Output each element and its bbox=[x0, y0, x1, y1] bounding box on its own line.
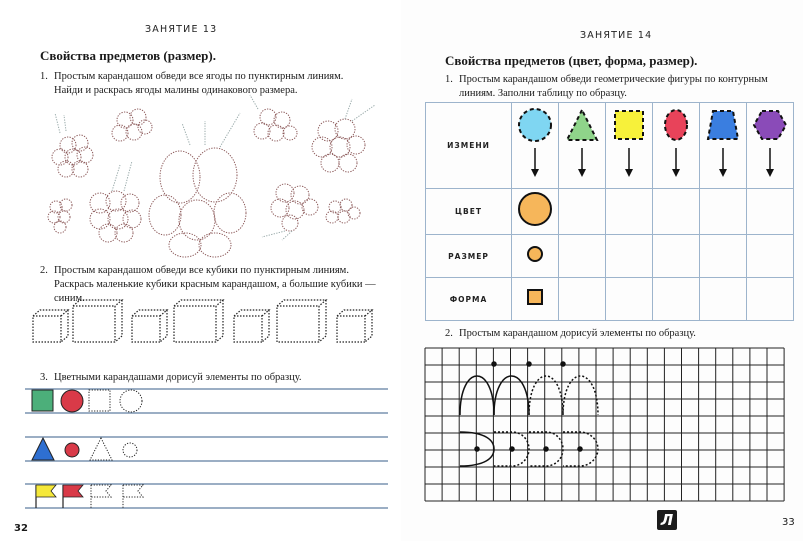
arches-pattern bbox=[460, 362, 598, 415]
task-text-cont: Раскрась маленькие кубики красным карандашом, а большие кубики — синим. bbox=[54, 279, 376, 304]
raspberry-small-4 bbox=[262, 184, 318, 240]
empty-cell[interactable] bbox=[747, 278, 794, 321]
empty-cell[interactable] bbox=[559, 189, 606, 235]
hexagon-shape-icon bbox=[747, 103, 793, 183]
section-heading: Свойства предметов (цвет, форма, размер). bbox=[445, 53, 698, 68]
cube-small bbox=[33, 310, 68, 342]
trapezoid-shape-icon bbox=[700, 103, 746, 183]
row-label: ИЗМЕНИ bbox=[426, 103, 512, 189]
drawing-grid[interactable] bbox=[425, 348, 785, 503]
raspberry-tiny-right bbox=[326, 199, 360, 223]
shape-cell-ellipse bbox=[653, 103, 700, 189]
dotted-circle bbox=[120, 390, 142, 412]
empty-cell[interactable] bbox=[747, 235, 794, 278]
shape-cell-trapezoid bbox=[700, 103, 747, 189]
example-cell bbox=[512, 235, 559, 278]
empty-cell[interactable] bbox=[700, 278, 747, 321]
orange-square bbox=[512, 282, 558, 312]
dotted-flag bbox=[123, 485, 143, 508]
pattern-rows bbox=[0, 385, 401, 505]
task-text: Цветными карандашами дорисуй элементы по образцу. bbox=[54, 372, 302, 383]
table-row-change bbox=[426, 103, 794, 189]
cube-big bbox=[277, 300, 326, 342]
dotted-square bbox=[89, 390, 110, 411]
shape-cell-square bbox=[606, 103, 653, 189]
row-label: ЦВЕТ bbox=[426, 189, 512, 235]
small-orange-circle bbox=[512, 239, 558, 269]
publisher-logo: Л bbox=[657, 510, 677, 530]
table-row-color bbox=[426, 189, 794, 235]
empty-cell[interactable] bbox=[653, 235, 700, 278]
page-number: 33 bbox=[782, 517, 795, 528]
raspberry-small-3 bbox=[250, 95, 297, 141]
empty-cell[interactable] bbox=[559, 278, 606, 321]
page-number: 32 bbox=[14, 523, 28, 534]
red-flag bbox=[63, 485, 83, 508]
big-orange-circle bbox=[512, 189, 558, 229]
raspberries-illustration bbox=[0, 95, 401, 255]
empty-cell[interactable] bbox=[653, 189, 700, 235]
task-text-cont: линиям. Заполни таблицу по образцу. bbox=[459, 88, 627, 99]
dotted-flag bbox=[91, 485, 111, 508]
example-cell bbox=[512, 278, 559, 321]
task-1 bbox=[445, 73, 768, 101]
empty-cell[interactable] bbox=[559, 235, 606, 278]
yellow-flag bbox=[36, 485, 56, 508]
cubes-illustration bbox=[0, 298, 401, 348]
raspberry-medium-right bbox=[312, 99, 375, 172]
dotted-triangle bbox=[90, 438, 112, 460]
pattern-row-3 bbox=[36, 485, 143, 508]
ellipse-shape-icon bbox=[653, 103, 699, 183]
square-shape-icon bbox=[606, 103, 652, 183]
cube-small bbox=[234, 310, 269, 342]
green-square bbox=[32, 390, 53, 411]
empty-cell[interactable] bbox=[700, 189, 747, 235]
task-number: 1. bbox=[40, 71, 48, 82]
raspberry-medium-left bbox=[90, 161, 141, 242]
triangle-shape-icon bbox=[559, 103, 605, 183]
pattern-row-1 bbox=[32, 390, 142, 412]
raspberry-small-1 bbox=[52, 113, 93, 177]
empty-cell[interactable] bbox=[653, 278, 700, 321]
task-text: Простым карандашом обведи геометрические фигуры по контурным bbox=[459, 74, 768, 85]
cube-big bbox=[174, 300, 223, 342]
shape-cell-circle bbox=[512, 103, 559, 189]
section-heading: Свойства предметов (размер). bbox=[40, 48, 216, 63]
lesson-title: ЗАНЯТИЕ 14 bbox=[580, 30, 653, 41]
empty-cell[interactable] bbox=[606, 278, 653, 321]
left-page bbox=[0, 0, 401, 541]
lesson-title: ЗАНЯТИЕ 13 bbox=[145, 24, 218, 35]
empty-cell[interactable] bbox=[606, 189, 653, 235]
empty-cell[interactable] bbox=[700, 235, 747, 278]
loops-pattern bbox=[460, 432, 598, 466]
task-text: Простым карандашом обведи все ягоды по пунктирным линиям. bbox=[54, 71, 344, 82]
table-row-shape bbox=[426, 278, 794, 321]
table-row-size bbox=[426, 235, 794, 278]
shape-cell-triangle bbox=[559, 103, 606, 189]
empty-cell[interactable] bbox=[606, 235, 653, 278]
raspberry-big bbox=[149, 113, 246, 257]
task-text: Простым карандашом обведи все кубики по пунктирным линиям. bbox=[54, 265, 349, 276]
task-number: 1. bbox=[445, 74, 453, 85]
task-number: 2. bbox=[40, 265, 48, 276]
blue-triangle bbox=[32, 438, 54, 460]
cube-small bbox=[337, 310, 372, 342]
task-number: 3. bbox=[40, 372, 48, 383]
cube-small bbox=[132, 310, 167, 342]
red-small-circle bbox=[65, 443, 79, 457]
task-text: Простым карандашом дорисуй элементы по образцу. bbox=[459, 328, 696, 339]
cube-big bbox=[73, 300, 122, 342]
task-text-cont: Найди и раскрась ягоды малины одинакового размера. bbox=[54, 85, 298, 96]
task-2 bbox=[445, 327, 696, 341]
task-1 bbox=[40, 70, 343, 98]
example-cell bbox=[512, 189, 559, 235]
shape-cell-hexagon bbox=[747, 103, 794, 189]
row-label: РАЗМЕР bbox=[426, 235, 512, 278]
empty-cell[interactable] bbox=[747, 189, 794, 235]
circle-shape-icon bbox=[512, 103, 558, 183]
properties-table bbox=[425, 102, 794, 321]
task-number: 2. bbox=[445, 328, 453, 339]
red-circle bbox=[61, 390, 83, 412]
row-label: ФОРМА bbox=[426, 278, 512, 321]
task-3 bbox=[40, 371, 302, 385]
raspberry-small-2 bbox=[112, 109, 152, 141]
raspberry-tiny-left bbox=[48, 199, 72, 233]
dotted-small-circle bbox=[123, 443, 137, 457]
pattern-row-2 bbox=[32, 438, 137, 460]
